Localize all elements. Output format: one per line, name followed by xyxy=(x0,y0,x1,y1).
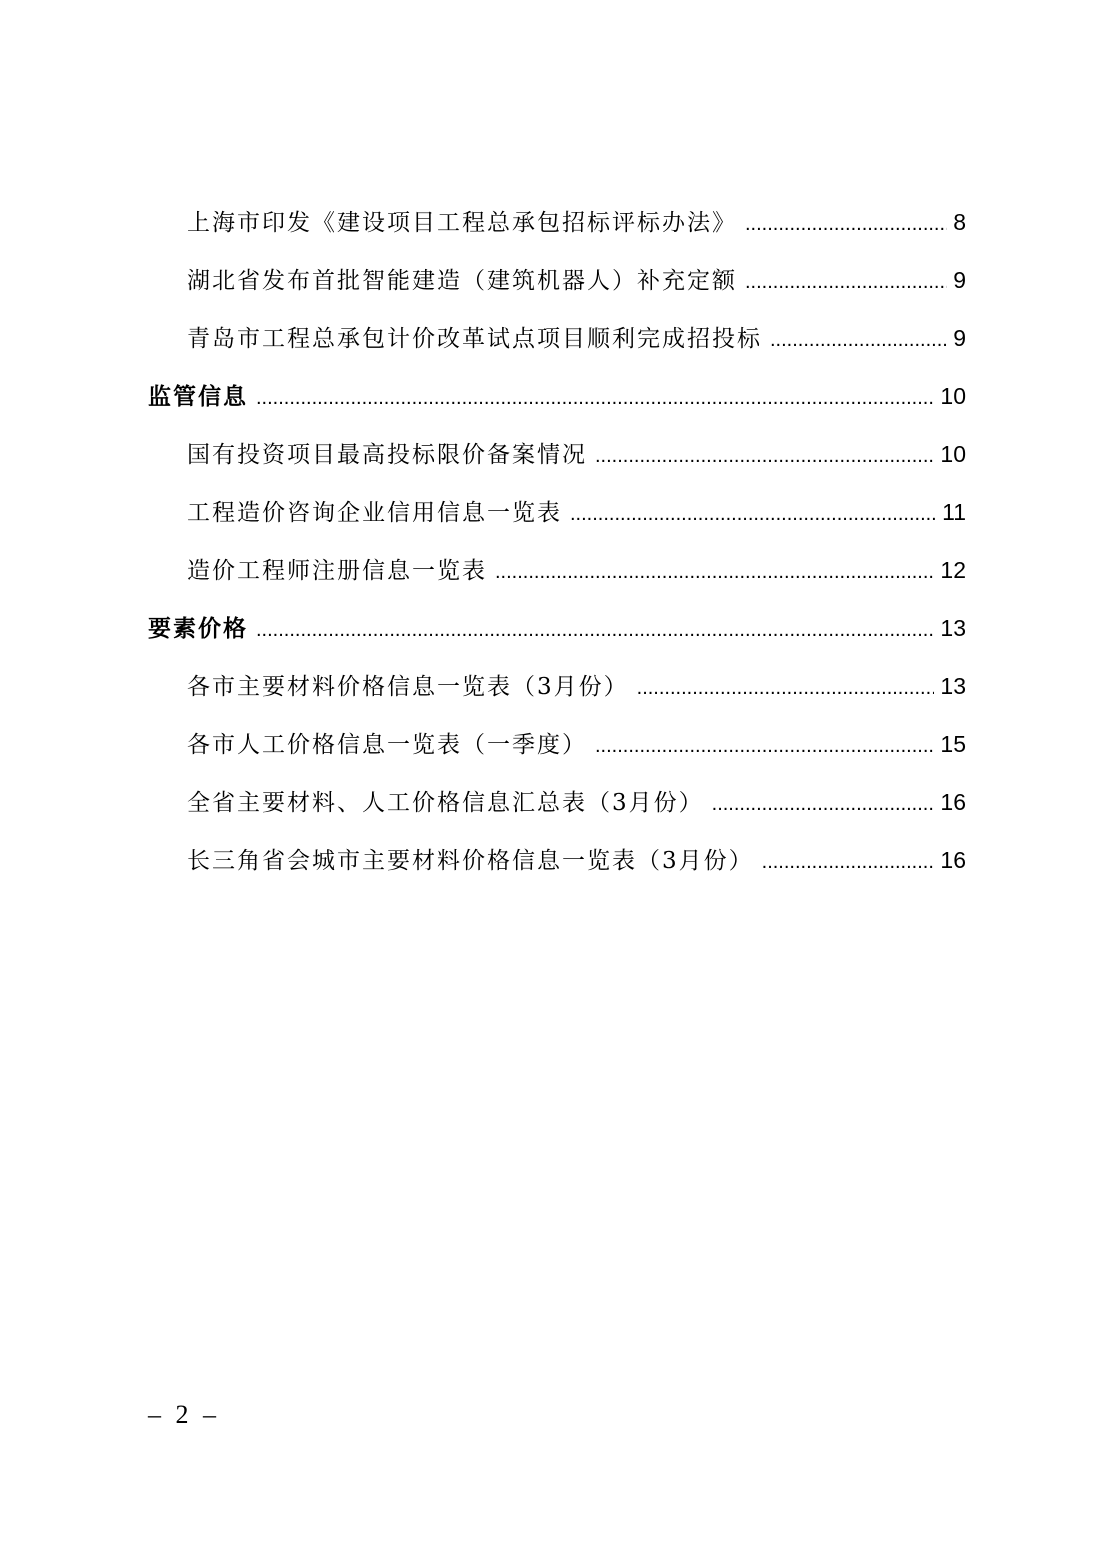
toc-section-title: 要素价格 xyxy=(148,615,248,642)
toc-entry-page: 15 xyxy=(940,731,966,757)
toc-entry-page: 12 xyxy=(940,557,966,583)
toc-entry-title: 国有投资项目最高投标限价备案情况 xyxy=(187,442,587,468)
toc-entry[interactable] xyxy=(187,318,966,358)
toc-leader xyxy=(570,494,936,534)
page-number: – 2 – xyxy=(148,1400,220,1429)
toc-entry-page: 16 xyxy=(940,847,966,873)
toc-section-factor-prices[interactable] xyxy=(148,608,966,648)
toc-entry-title: 全省主要材料、人工价格信息汇总表（3月份） xyxy=(187,790,704,816)
toc-entry[interactable] xyxy=(187,202,966,242)
toc-entry-page: 9 xyxy=(953,267,966,293)
toc-entry-title: 长三角省会城市主要材料价格信息一览表（3月份） xyxy=(187,848,754,874)
toc-entry-title: 工程造价咨询企业信用信息一览表 xyxy=(187,500,562,526)
toc-leader xyxy=(595,436,934,476)
toc-entry[interactable] xyxy=(187,666,966,706)
toc-leader xyxy=(595,726,934,766)
toc-entry[interactable] xyxy=(187,260,966,300)
toc-entry-page: 8 xyxy=(953,209,966,235)
toc-entry-page: 13 xyxy=(940,673,966,699)
toc-section-regulatory-info[interactable] xyxy=(148,376,966,416)
toc-entry-title: 湖北省发布首批智能建造（建筑机器人）补充定额 xyxy=(187,268,737,294)
toc-entry-page: 11 xyxy=(942,499,966,525)
toc-entry[interactable] xyxy=(187,782,966,822)
toc-entry-title: 各市主要材料价格信息一览表（3月份） xyxy=(187,674,629,700)
toc-leader xyxy=(745,204,947,244)
toc-entry[interactable] xyxy=(187,550,966,590)
toc-entry-title: 造价工程师注册信息一览表 xyxy=(187,558,487,584)
toc-entry-page: 10 xyxy=(940,383,966,409)
toc-entry-page: 16 xyxy=(940,789,966,815)
toc-leader xyxy=(745,262,947,302)
toc-leader xyxy=(256,610,934,650)
toc-entry-page: 10 xyxy=(940,441,966,467)
toc-entry[interactable] xyxy=(187,492,966,532)
toc-entry-page: 13 xyxy=(940,615,966,641)
toc-entry[interactable] xyxy=(187,434,966,474)
toc-entry-title: 各市人工价格信息一览表（一季度） xyxy=(187,732,587,758)
toc-entry[interactable] xyxy=(187,724,966,764)
toc-leader xyxy=(495,552,934,592)
toc-leader xyxy=(712,784,935,824)
toc-leader xyxy=(256,378,934,418)
toc-section-title: 监管信息 xyxy=(148,383,248,410)
toc-entry-title: 青岛市工程总承包计价改革试点项目顺利完成招投标 xyxy=(187,326,762,352)
toc-entry-title: 上海市印发《建设项目工程总承包招标评标办法》 xyxy=(187,210,737,236)
toc-entry[interactable] xyxy=(187,840,966,880)
toc-leader xyxy=(637,668,935,708)
toc-entry-page: 9 xyxy=(953,325,966,351)
toc-leader xyxy=(762,842,935,882)
toc-leader xyxy=(770,320,947,360)
